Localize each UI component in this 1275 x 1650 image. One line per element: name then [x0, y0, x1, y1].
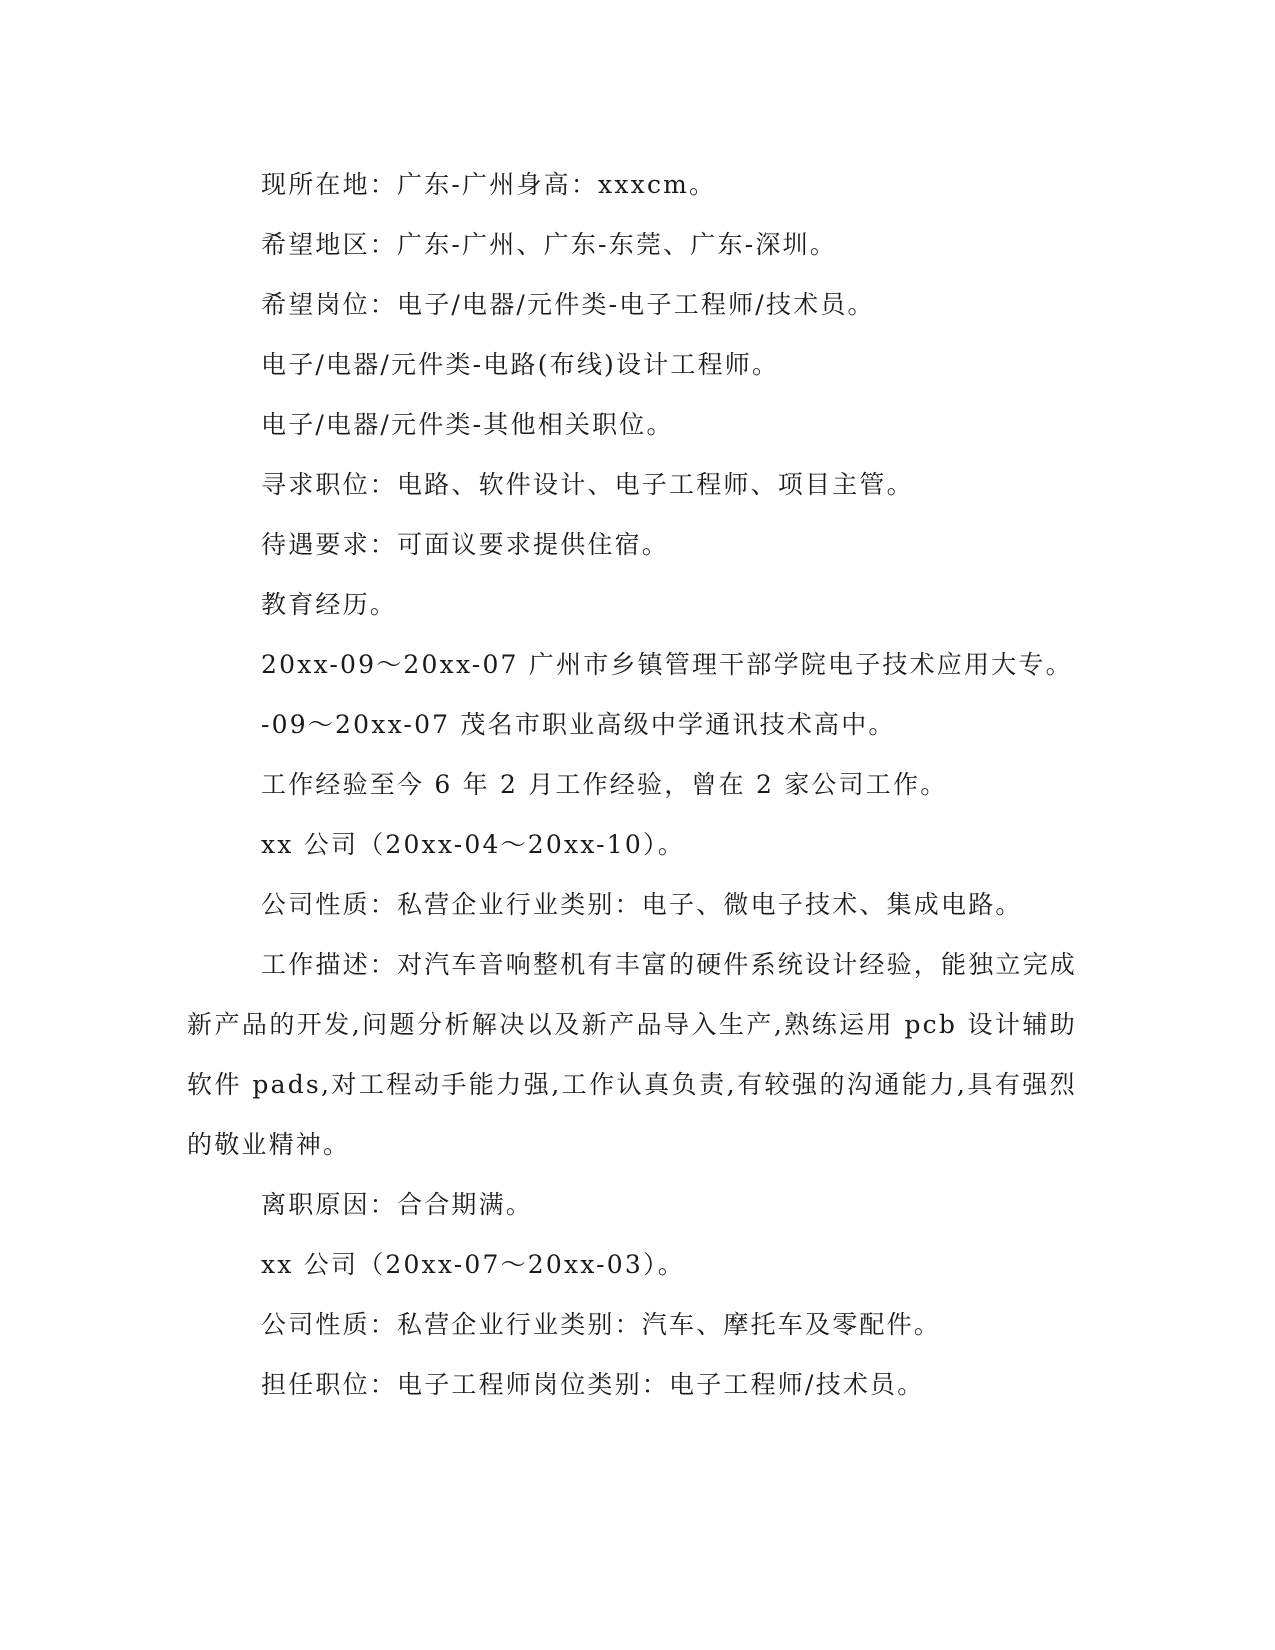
company-2-nature: 公司性质：私营企业行业类别：汽车、摩托车及零配件。: [261, 1310, 942, 1339]
seeking-position-line: 寻求职位：电路、软件设计、电子工程师、项目主管。: [261, 470, 914, 499]
desired-position-line-2: 电子/电器/元件类-电路(布线)设计工程师。: [261, 350, 780, 379]
document-body: [187, 155, 1077, 1415]
salary-requirement-line: 待遇要求：可面议要求提供住宿。: [261, 530, 670, 559]
desired-position-line: 希望岗位：电子/电器/元件类-电子工程师/技术员。: [261, 290, 875, 319]
work-experience-summary: 工作经验至今 6 年 2 月工作经验，曾在 2 家公司工作。: [261, 770, 948, 799]
education-entry-2: -09～20xx-07 茂名市职业高级中学通讯技术高中。: [261, 710, 896, 739]
desired-region-line: 希望地区：广东-广州、广东-东莞、广东-深圳。: [261, 230, 837, 259]
company-2-heading: xx 公司（20xx-07～20xx-03）。: [261, 1250, 685, 1279]
company-1-nature: 公司性质：私营企业行业类别：电子、微电子技术、集成电路。: [261, 890, 1023, 919]
company-1-leave-reason: 离职原因：合合期满。: [261, 1190, 534, 1219]
desired-position-line-3: 电子/电器/元件类-其他相关职位。: [261, 410, 674, 439]
current-location-line: 现所在地：广东-广州身高：xxxcm。: [261, 170, 717, 199]
company-1-job-description: 工作描述：对汽车音响整机有丰富的硬件系统设计经验，能独立完成新产品的开发,问题分析解决以及新产品导入生产,熟练运用 pcb 设计辅助软件 pads,对工程动手能力强,工作认真负责,有较强的沟通能力,具有强烈的敬业精神。: [187, 950, 1078, 1159]
company-1-heading: xx 公司（20xx-04～20xx-10）。: [261, 830, 685, 859]
company-2-position: 担任职位：电子工程师岗位类别：电子工程师/技术员。: [261, 1370, 925, 1399]
education-entry-1: 20xx-09～20xx-07 广州市乡镇管理干部学院电子技术应用大专。: [261, 650, 1073, 679]
education-heading: 教育经历。: [261, 590, 398, 619]
